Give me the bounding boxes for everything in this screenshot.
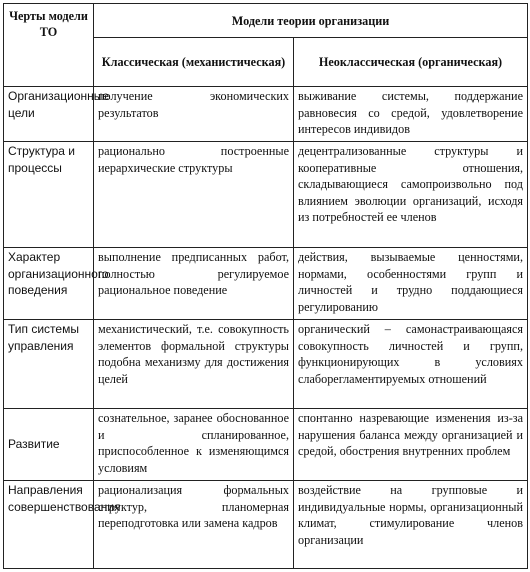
classic-cell: получение экономических результатов: [94, 87, 294, 142]
row-feature: Направления совершенствования: [4, 481, 94, 569]
column-header-classic: Классическая (механистическая): [94, 38, 294, 87]
table-row: [4, 87, 528, 142]
row-feature: Развитие: [4, 409, 94, 481]
classic-cell: сознательное, заранее обоснованное и спланированное, приспособленное к изменяющимся условиям: [94, 409, 294, 481]
table-row: [4, 481, 528, 569]
classic-cell: выполнение предписанных работ, полностью регулируемое рациональное поведение: [94, 248, 294, 320]
row-feature: Структура и процессы: [4, 142, 94, 248]
table-row: [4, 320, 528, 409]
corner-header: Черты модели ТО: [4, 4, 94, 87]
neoclassic-cell: воздействие на групповые и индивидуальные нормы, организационный климат, стимулирование членов организации: [294, 481, 528, 569]
comparison-table-container: [3, 3, 527, 569]
classic-cell: рационализация формальных структур, планомерная переподготовка или замена кадров: [94, 481, 294, 569]
neoclassic-cell: децентрализованные структуры и кооперативные отношения, складывающиеся самопроизвольно под влиянием эволюции организаций, исходя из потребностей ее членов: [294, 142, 528, 248]
table-row: [4, 248, 528, 320]
column-header-neoclassic: Неоклассическая (органическая): [294, 38, 528, 87]
row-feature: Характер организационного поведения: [4, 248, 94, 320]
table-row: [4, 142, 528, 248]
neoclassic-cell: выживание системы, поддержание равновесия со средой, удовлетворение интересов индивидов: [294, 87, 528, 142]
neoclassic-cell: органический – самонастраивающаяся совокупность личностей и групп, функционирующих в условиях слаборегламентируемых отношений: [294, 320, 528, 409]
group-header: Модели теории организации: [94, 4, 528, 38]
neoclassic-cell: действия, вызываемые ценностями, нормами, особенностями групп и личностей и трудно поддающиеся регулированию: [294, 248, 528, 320]
classic-cell: рационально построенные иерархические структуры: [94, 142, 294, 248]
table-row: [4, 409, 528, 481]
row-feature: Организационные цели: [4, 87, 94, 142]
comparison-table: [3, 3, 528, 569]
classic-cell: механистический, т.е. совокупность элементов формальной структуры подобна механизму для достижения целей: [94, 320, 294, 409]
neoclassic-cell: спонтанно назревающие изменения из-за нарушения баланса между организацией и средой, обострения внутренних проблем: [294, 409, 528, 481]
row-feature: Тип системы управления: [4, 320, 94, 409]
